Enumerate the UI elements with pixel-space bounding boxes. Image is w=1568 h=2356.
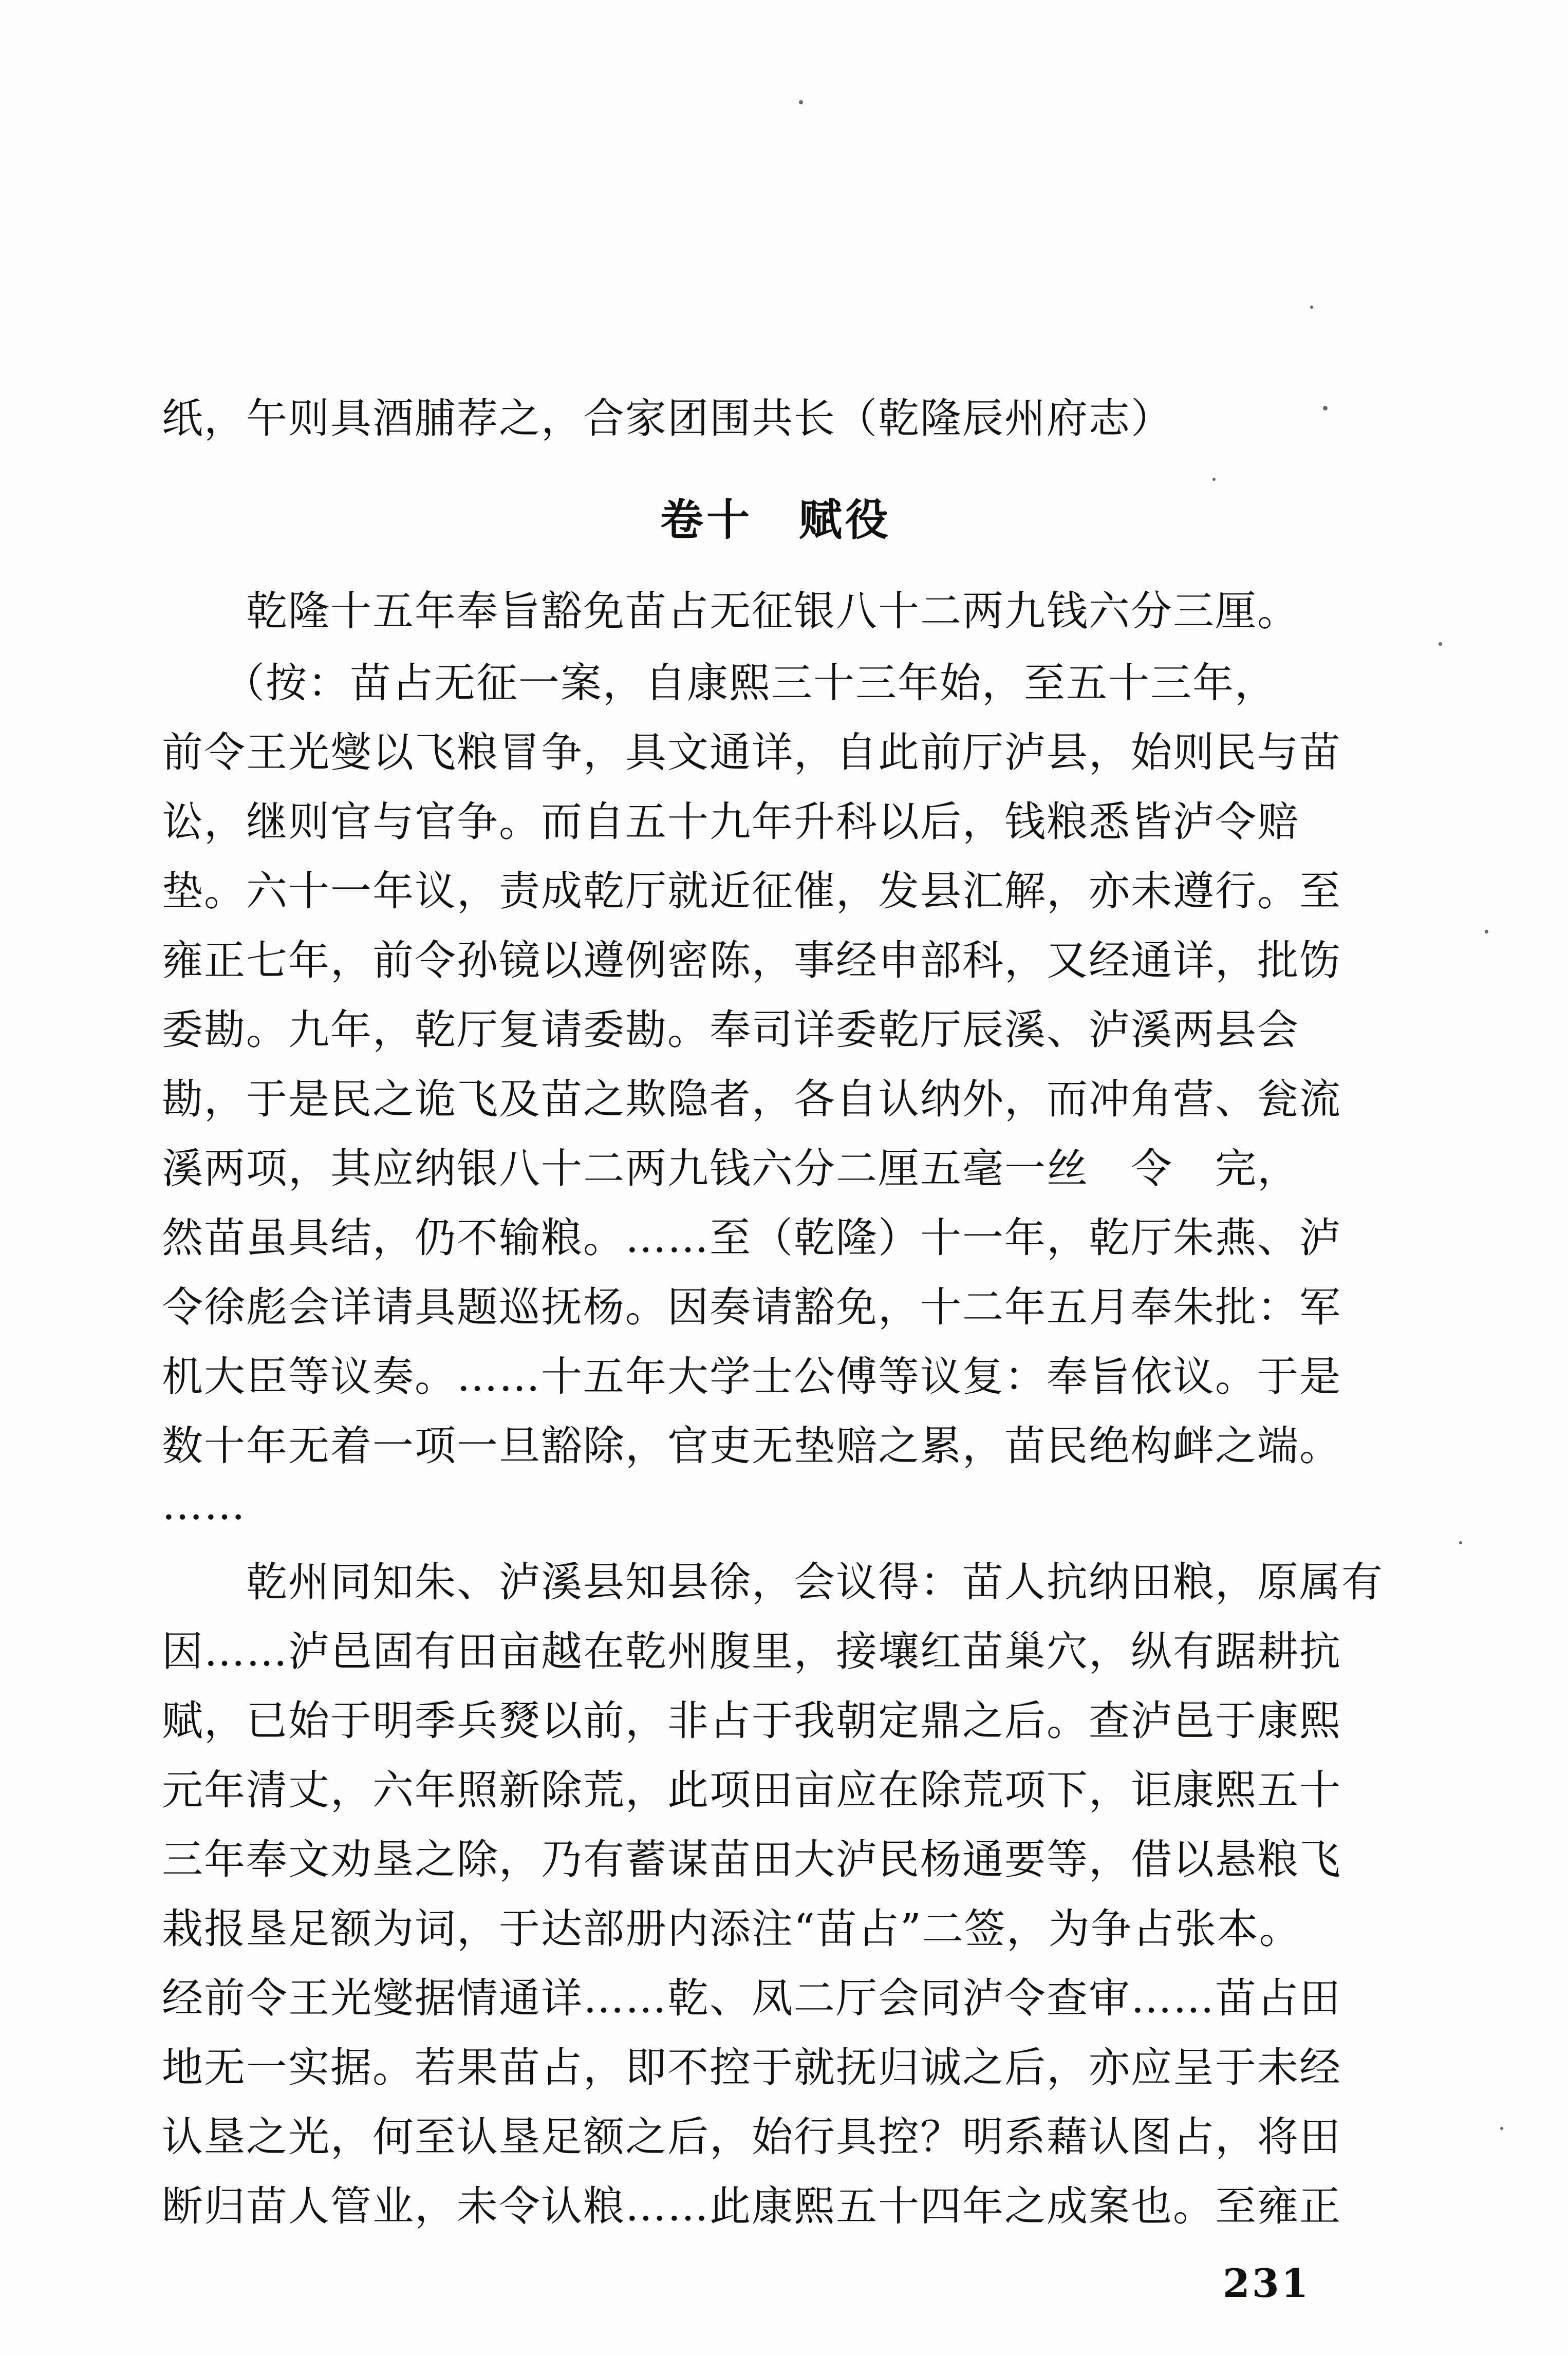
scan-speck (1500, 2127, 1503, 2130)
note-line: 前令王光燮以飞粮冒争，具文通详，自此前厅泸县，始则民与苗 (162, 728, 1341, 776)
paragraph-line: 赋，已始于明季兵燹以前，非占于我朝定鼎之后。查泸邑于康熙 (162, 1697, 1341, 1745)
paragraph-line: 认垦之光，何至认垦足额之后，始行具控？明系藉认图占，将田 (162, 2113, 1341, 2161)
paragraph-line: 栽报垦足额为词，于达部册内添注“苗占”二签，为争占张本。 (162, 1905, 1301, 1953)
note-line: 令徐彪会详请具题巡抚杨。因奏请豁免，十二年五月奉朱批：军 (162, 1283, 1341, 1331)
note-line: 委勘。九年，乾厅复请委勘。奉司详委乾厅辰溪、泸溪两县会 (162, 1006, 1299, 1054)
paragraph-line: 乾州同知朱、泸溪县知县徐，会议得：苗人抗纳田粮，原属有 (162, 1558, 1384, 1606)
opening-line: 纸，午则具酒脯荐之，合家团围共长（乾隆辰州府志） (162, 395, 1173, 442)
note-line: 勘，于是民之诡飞及苗之欺隐者，各自认纳外，而冲角营、瓮流 (162, 1075, 1341, 1123)
note-line: 然苗虽具结，仍不输粮。……至（乾隆）十一年，乾厅朱燕、泸 (162, 1214, 1341, 1262)
note-line: 讼，继则官与官争。而自五十九年升科以后，钱粮悉皆泸令赔 (162, 798, 1299, 846)
paragraph-line: 经前令王光燮据情通详……乾、凤二厅会同泸令查审……苗占田 (162, 1974, 1341, 2022)
paragraph-line: 三年奉文劝垦之除，乃有蓄谋苗田大泸民杨通要等，借以悬粮飞 (162, 1836, 1341, 1883)
note-line: 雍正七年，前令孙镜以遵例密陈，事经申部科，又经通详，批饬 (162, 937, 1341, 984)
scan-speck (1459, 1541, 1462, 1544)
scan-speck (1439, 642, 1442, 646)
paragraph-line: 因……泸邑固有田亩越在乾州腹里，接壤红苗巢穴，纵有踞耕抗 (162, 1628, 1341, 1675)
paragraph-edict: 乾隆十五年奉旨豁免苗占无征银八十二两九钱六分三厘。 (162, 587, 1299, 635)
page-number: 231 (1223, 2260, 1311, 2306)
note-line: 垫。六十一年议，责成乾厅就近征催，发县汇解，亦未遵行。至 (162, 867, 1341, 915)
note-line: 机大臣等议奏。……十五年大学士公傅等议复：奉旨依议。于是 (162, 1353, 1341, 1400)
scan-speck (1310, 306, 1313, 309)
note-line: （按：苗占无征一案，自康熙三十三年始，至五十三年， (223, 659, 1277, 707)
scan-speck (799, 100, 803, 104)
paragraph-line: 断归苗人管业，未令认粮……此康熙五十四年之成案也。至雍正 (162, 2182, 1341, 2230)
paragraph-line: 地无一实据。若果苗占，即不控于就抚归诚之后，亦应呈于未经 (162, 2044, 1341, 2091)
note-line: 溪两项，其应纳银八十二两九钱六分二厘五毫一丝 令 完， (162, 1145, 1299, 1192)
paragraph-line: 元年清丈，六年照新除荒，此项田亩应在除荒项下，讵康熙五十 (162, 1766, 1341, 1814)
scan-speck (1485, 930, 1488, 933)
note-line: …… (162, 1481, 246, 1529)
note-line: 数十年无着一项一旦豁除，官吏无垫赔之累，苗民绝构衅之端。 (162, 1422, 1341, 1470)
section-heading: 卷十 赋役 (660, 495, 892, 545)
scan-speck (1323, 406, 1328, 410)
scan-speck (1212, 478, 1216, 481)
